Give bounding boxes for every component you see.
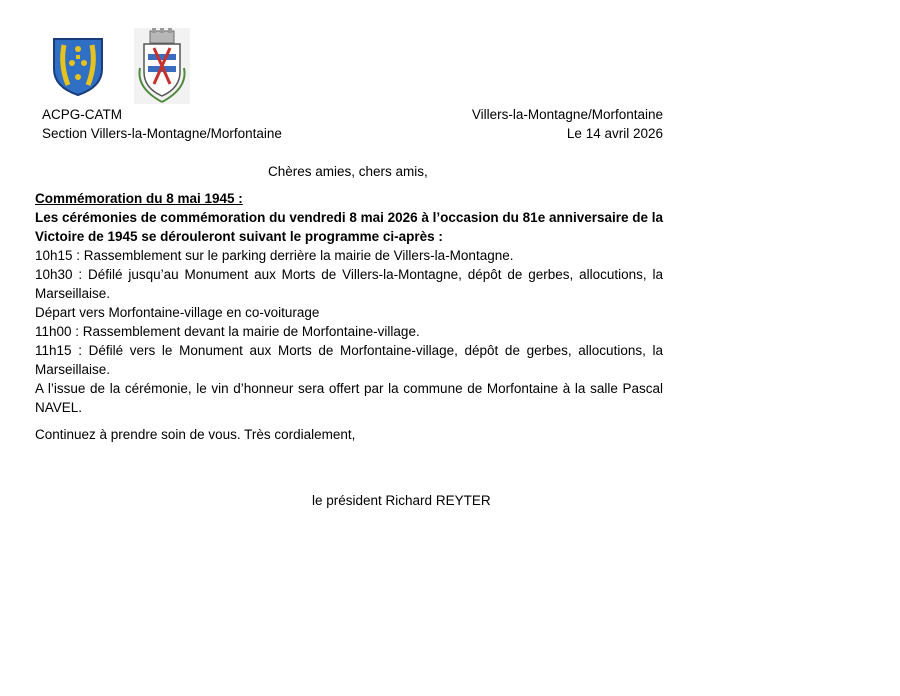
date: Le 14 avril 2026 [566, 126, 663, 141]
program-item: 10h15 : Rassemblement sur le parking derrière la mairie de Villers-la-Montagne. [35, 248, 514, 263]
left-coat-of-arms-logo [50, 28, 106, 104]
salutation: Chères amies, chers amis, [268, 164, 428, 179]
section-heading: Commémoration du 8 mai 1945 : [35, 191, 243, 206]
place: Villers-la-Montagne/Morfontaine [471, 107, 663, 122]
place-date-header [400, 105, 663, 143]
sender-header [42, 105, 282, 143]
signature: le président Richard REYTER [312, 493, 491, 508]
sender-section: Section Villers-la-Montagne/Morfontaine [42, 126, 282, 141]
program-item: 11h00 : Rassemblement devant la mairie de Morfontaine-village. [35, 324, 420, 339]
shield-icon [50, 28, 106, 104]
closing-line: Continuez à prendre soin de vous. Très cordialement, [35, 427, 356, 442]
right-coat-of-arms-logo [134, 28, 190, 104]
program-item: A l’issue de la cérémonie, le vin d’honneur sera offert par la commune de Morfontaine à la salle Pascal NAVEL. [35, 381, 663, 415]
letter-body [35, 189, 663, 444]
crest-icon [134, 28, 190, 104]
program-item: Départ vers Morfontaine-village en co-voiturage [35, 305, 320, 320]
program-item: 10h30 : Défilé jusqu’au Monument aux Morts de Villers-la-Montagne, dépôt de gerbes, allocutions, la Marseillaise. [35, 267, 663, 301]
intro-paragraph: Les cérémonies de commémoration du vendredi 8 mai 2026 à l’occasion du 81e anniversaire de la Victoire de 1945 se dérouleront suivant le programme ci-après : [35, 210, 664, 244]
program-item: 11h15 : Défilé vers le Monument aux Morts de Morfontaine-village, dépôt de gerbes, allocutions, la Marseillaise. [35, 343, 663, 377]
sender-org: ACPG-CATM [42, 107, 122, 122]
